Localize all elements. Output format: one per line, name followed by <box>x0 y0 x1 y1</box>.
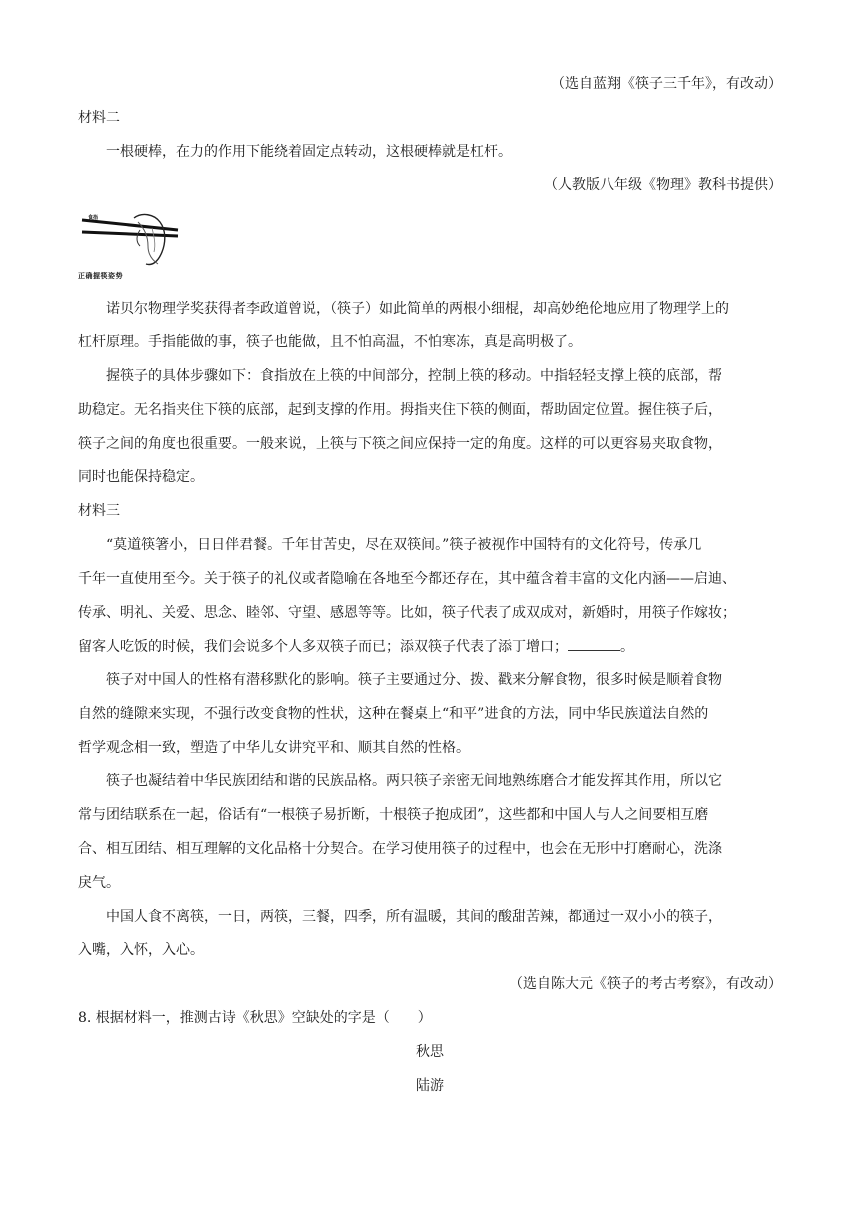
material-2-paragraph-3-line: 助稳定。无名指夹住下筷的底部，起到支撑的作用。拇指夹住下筷的侧面，帮助固定位置。握住筷子后， <box>78 402 722 418</box>
material-3-paragraph-1-last-line <box>78 636 634 657</box>
poem-title: 秋思 <box>416 1044 444 1060</box>
material-3-paragraph-3-line: 合、相互团结、相互理解的文化品格十分契合。在学习使用筷子的过程中，也会在无形中打磨耐心，洗涤 <box>78 841 722 857</box>
question-8-stem: 8. 根据材料一，推测古诗《秋思》空缺处的字是（ ） <box>78 1010 432 1026</box>
material-2-paragraph-1: 一根硬棒，在力的作用下能绕着固定点转动，这根硬棒就是杠杆。 <box>106 144 512 160</box>
source-citation-1: （选自蓝翔《筷子三千年》，有改动） <box>551 76 782 92</box>
material-2-paragraph-2-line: 杠杆原理。手指能做的事，筷子也能做，且不怕高温，不怕寒冻，真是高明极了。 <box>78 334 582 350</box>
material-3-paragraph-4-line: 中国人食不离筷，一日，两筷，三餐，四季，所有温暖，其间的酸甜苦辣，都通过一双小小的筷子， <box>106 909 722 925</box>
poem-author: 陆游 <box>416 1078 444 1094</box>
material-3-paragraph-3-line: 常与团结联系在一起，俗话有“一根筷子易折断，十根筷子抱成团”，这些都和中国人与人之间要相互磨 <box>78 807 709 823</box>
material-2-paragraph-3-line: 同时也能保持稳定。 <box>78 469 204 485</box>
figure-caption: 正确握筷姿势 <box>78 272 123 280</box>
source-citation-3: （选自陈大元《筷子的考古考察》，有改动） <box>509 976 782 992</box>
material-3-heading: 材料三 <box>78 503 120 519</box>
material-3-paragraph-2-line: 自然的缝隙来实现，不强行改变食物的性状，这种在餐桌上“和平”进食的方法，同中华民族道法自然的 <box>78 706 709 722</box>
material-2-paragraph-2-line: 诺贝尔物理学奖获得者李政道曾说，（筷子）如此简单的两根小细棍，却高妙绝伦地应用了物理学上的 <box>106 301 729 317</box>
material-3-paragraph-4-line: 入嘴，入怀，入心。 <box>78 942 204 958</box>
material-3-paragraph-2-line: 哲学观念相一致，塑造了中华儿女讲究平和、顺其自然的性格。 <box>78 740 470 756</box>
material-2-paragraph-3-line: 筷子之间的角度也很重要。一般来说，上筷与下筷之间应保持一定的角度。这样的可以更容易夹取食物， <box>78 436 722 452</box>
figure-finger-label: 食指 <box>88 215 99 221</box>
paragraph-text: 留客人吃饭的时候，我们会说多个人多双筷子而已；添双筷子代表了添丁增口； <box>78 639 568 655</box>
material-2-paragraph-3-line: 握筷子的具体步骤如下：食指放在上筷的中间部分，控制上筷的移动。中指轻轻支撑上筷的底部，帮 <box>106 368 722 384</box>
material-3-paragraph-2-line: 筷子对中国人的性格有潜移默化的影响。筷子主要通过分、拨、戳来分解食物，很多时候是顺着食物 <box>106 672 722 688</box>
material-3-paragraph-1-line: “莫道筷箸小，日日伴君餐。千年甘苦史，尽在双筷间。”筷子被视作中国特有的文化符号，传承几 <box>106 537 702 553</box>
material-3-paragraph-3-line: 筷子也凝结着中华民族团结和谐的民族品格。两只筷子亲密无间地熟练磨合才能发挥其作用，所以它 <box>106 773 722 789</box>
fill-in-blank <box>568 636 620 651</box>
material-3-paragraph-3-line: 戾气。 <box>78 875 120 891</box>
material-3-paragraph-1-line: 传承、明礼、关爱、思念、睦邻、守望、感恩等等。比如，筷子代表了成双成对，新婚时，用筷子作嫁妆； <box>78 605 736 621</box>
paragraph-end-mark: 。 <box>620 639 634 655</box>
material-3-paragraph-1-line: 千年一直使用至今。关于筷子的礼仪或者隐喻在各地至今都还存在，其中蕴含着丰富的文化内涵——启迪、 <box>78 571 736 587</box>
material-2-heading: 材料二 <box>78 110 120 126</box>
chopstick-grip-figure <box>78 208 182 286</box>
source-citation-2: （人教版八年级《物理》教科书提供） <box>544 177 782 193</box>
